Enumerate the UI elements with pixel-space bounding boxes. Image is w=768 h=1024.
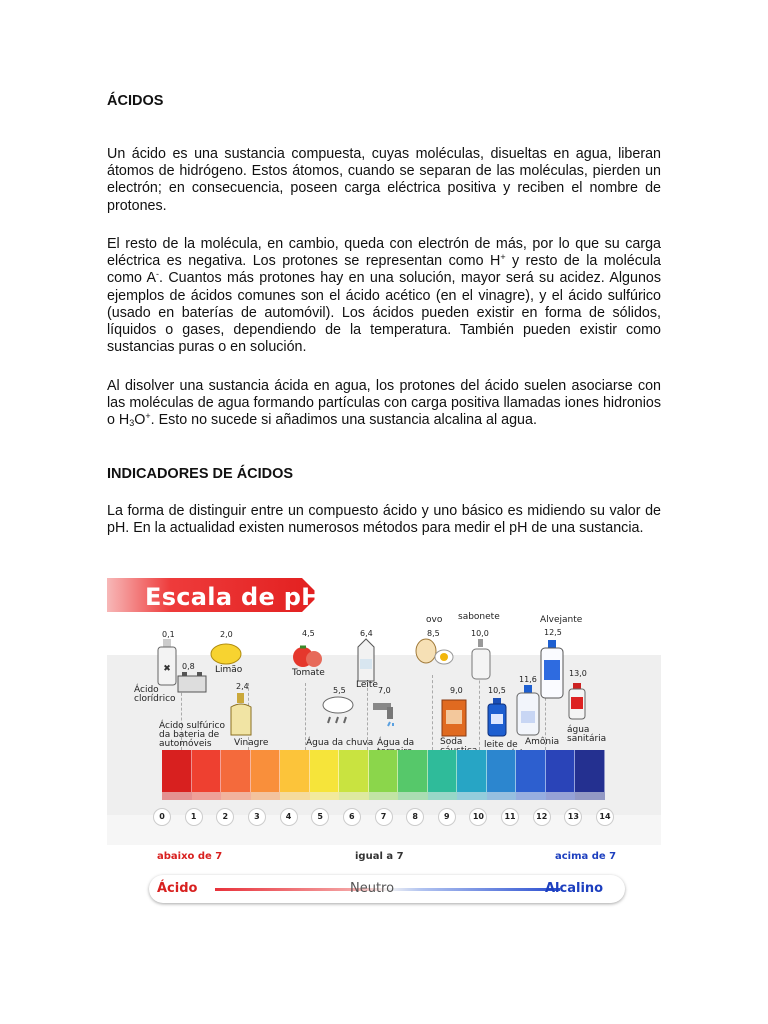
ph-segment-11 — [487, 750, 517, 792]
vinegar-icon — [227, 693, 255, 737]
paragraph-ph: La forma de distinguir entre un compuesto ácido y uno básico es midiendo su valor de pH. En la actualidad existen numerosos métodos para medir el pH de una sustancia. — [107, 503, 661, 537]
ph-number-1: 1 — [185, 808, 203, 826]
ph-segment-1 — [192, 750, 222, 792]
value-sanitary: 13,0 — [569, 669, 587, 678]
para3-part-b: O — [134, 412, 146, 429]
value-magnesia: 10,5 — [488, 686, 506, 695]
above-7-label: acima de 7 — [555, 851, 617, 862]
ammonia-icon — [515, 685, 541, 737]
label-milk: Leite — [356, 680, 378, 690]
ph-number-8: 8 — [406, 808, 424, 826]
ph-strip-segment-11 — [487, 792, 517, 800]
value-milk: 6,4 — [360, 629, 373, 638]
label-vinegar: Vinagre — [234, 738, 269, 748]
ph-segment-5 — [310, 750, 340, 792]
value-bleach: 12,5 — [544, 628, 562, 637]
ph-segment-4 — [280, 750, 310, 792]
para3-part-a: Al disolver una sustancia ácida en agua, los protones del ácido suelen asociarse con las moléculas de agua formando partículas con carga positiva llamadas iones hidronios o H — [107, 378, 661, 429]
ph-segment-12 — [516, 750, 546, 792]
paragraph-hydronium — [107, 378, 661, 430]
neutral-label: Neutro — [350, 881, 395, 896]
paragraph-protons — [107, 236, 661, 356]
sub-3: 3 — [129, 418, 135, 429]
equal-7-label: igual a 7 — [355, 851, 404, 862]
label-ammonia: Amônia — [525, 737, 560, 747]
acid-alkaline-bar — [149, 875, 625, 903]
label-soap: sabonete — [458, 612, 500, 622]
ph-strip-segment-10 — [457, 792, 487, 800]
para2-part-b: y resto de la molécula como A — [107, 253, 661, 287]
svg-text:✖: ✖ — [163, 664, 171, 674]
ph-segment-8 — [398, 750, 428, 792]
guide-line — [432, 675, 433, 750]
value-hcl: 0,1 — [162, 630, 175, 639]
para2-part-a: El resto de la molécula, en cambio, queda con electrón de más, por lo que su carga eléctrica es negativa. Los protones se representan como H — [107, 236, 661, 270]
value-lemon: 2,0 — [220, 630, 233, 639]
ph-number-14: 14 — [596, 808, 614, 826]
ph-segment-0 — [162, 750, 192, 792]
ph-strip-segment-13 — [546, 792, 576, 800]
ph-segment-3 — [251, 750, 281, 792]
ph-number-13: 13 — [564, 808, 582, 826]
ph-strip-segment-8 — [398, 792, 428, 800]
ph-strip-segment-3 — [251, 792, 281, 800]
ph-segment-14 — [575, 750, 605, 792]
acid-label: Ácido — [157, 881, 198, 896]
h-plus-sup: + — [500, 252, 506, 263]
label-rain: Água da chuva — [306, 738, 374, 748]
bottle-icon — [155, 639, 179, 687]
ph-strip-segment-12 — [516, 792, 546, 800]
para3-part-c: . Esto no sucede si añadimos una sustancia alcalina al agua. — [150, 412, 537, 429]
figure-title: Escala de pH — [145, 583, 322, 611]
heading-acidos: ÁCIDOS — [107, 93, 164, 109]
egg-icon — [414, 637, 454, 669]
label-tomato: Tomate — [292, 668, 325, 678]
soap-icon — [470, 639, 492, 681]
tomato-icon — [292, 643, 322, 669]
ph-strip-segment-14 — [575, 792, 605, 800]
value-tap: 7,0 — [378, 686, 391, 695]
ph-number-10: 10 — [469, 808, 487, 826]
faucet-icon — [371, 697, 397, 727]
a-minus-sup: - — [156, 269, 160, 280]
label-lemon: Limão — [215, 665, 243, 675]
ph-number-11: 11 — [501, 808, 519, 826]
value-ammonia: 11,6 — [519, 675, 537, 684]
sup-plus: + — [145, 411, 151, 422]
para2-part-c: . Cuantos más protones hay en una solución, mayor será su acidez. Algunos ejemplos de ácidos comunes son el ácido acético (en el vinagre), y el ácido sulfúrico (usado en baterías de automóvil). Los ácidos pueden existir en forma de sólidos, líquidos o gases, dependiendo de la temperatura. También pueden existir como sustancias puras o en solución. — [107, 270, 661, 356]
label-bleach: Alvejante — [540, 615, 583, 625]
ph-strip-segment-0 — [162, 792, 192, 800]
value-rain: 5,5 — [333, 686, 346, 695]
label-egg: ovo — [426, 615, 443, 625]
label-hcl: Ácido clorídrico — [134, 685, 176, 704]
ph-scale-figure — [107, 575, 661, 910]
value-soap: 10,0 — [471, 629, 489, 638]
value-vinegar: 2,4 — [236, 682, 249, 691]
ph-segment-6 — [339, 750, 369, 792]
ph-segment-13 — [546, 750, 576, 792]
magnesia-icon — [486, 698, 508, 738]
ph-number-0: 0 — [153, 808, 171, 826]
ph-segment-10 — [457, 750, 487, 792]
lemon-icon — [209, 642, 243, 666]
sanitary-icon — [567, 683, 587, 721]
heading-indicadores: INDICADORES DE ÁCIDOS — [107, 466, 294, 482]
ph-segment-7 — [369, 750, 399, 792]
ph-number-5: 5 — [311, 808, 329, 826]
ph-number-6: 6 — [343, 808, 361, 826]
ph-strip-segment-1 — [192, 792, 222, 800]
ph-color-bar — [162, 750, 605, 792]
alkaline-label: Alcalino — [545, 881, 604, 896]
below-7-label: abaixo de 7 — [157, 851, 223, 862]
ph-number-3: 3 — [248, 808, 266, 826]
ph-number-7: 7 — [375, 808, 393, 826]
ph-number-12: 12 — [533, 808, 551, 826]
label-tap: Água da — [377, 738, 415, 748]
value-sulfuric: 0,8 — [182, 662, 195, 671]
ph-segment-9 — [428, 750, 458, 792]
ph-strip-segment-6 — [339, 792, 369, 800]
ph-strip-segment-2 — [221, 792, 251, 800]
ph-strip-segment-5 — [310, 792, 340, 800]
ph-number-9: 9 — [438, 808, 456, 826]
soda-icon — [440, 698, 468, 738]
ph-color-strip — [162, 792, 605, 800]
ph-number-4: 4 — [280, 808, 298, 826]
milk-icon — [356, 637, 376, 683]
value-egg: 8,5 — [427, 629, 440, 638]
paragraph-definition: Un ácido es una sustancia compuesta, cuyas moléculas, disueltas en agua, liberan átomos de hidrógeno. Estos átomos, cuando se separan de las moléculas, pierden un electrón; en consecuencia, poseen carga eléctrica positiva y reciben el nombre de protones. — [107, 146, 661, 214]
ph-segment-2 — [221, 750, 251, 792]
ph-strip-segment-9 — [428, 792, 458, 800]
label-sanitary: água sanitária — [567, 725, 607, 744]
value-soda: 9,0 — [450, 686, 463, 695]
ph-number-2: 2 — [216, 808, 234, 826]
label-soda: Soda — [440, 737, 463, 747]
bleach-icon — [539, 640, 565, 700]
rain-icon — [321, 695, 355, 727]
ph-strip-segment-4 — [280, 792, 310, 800]
value-tomato: 4,5 — [302, 629, 315, 638]
label-magnesia: leite de — [484, 740, 518, 750]
ph-strip-segment-7 — [369, 792, 399, 800]
label-sulfuric: Ácido sulfúrico da bateria de automóveis — [159, 721, 225, 749]
